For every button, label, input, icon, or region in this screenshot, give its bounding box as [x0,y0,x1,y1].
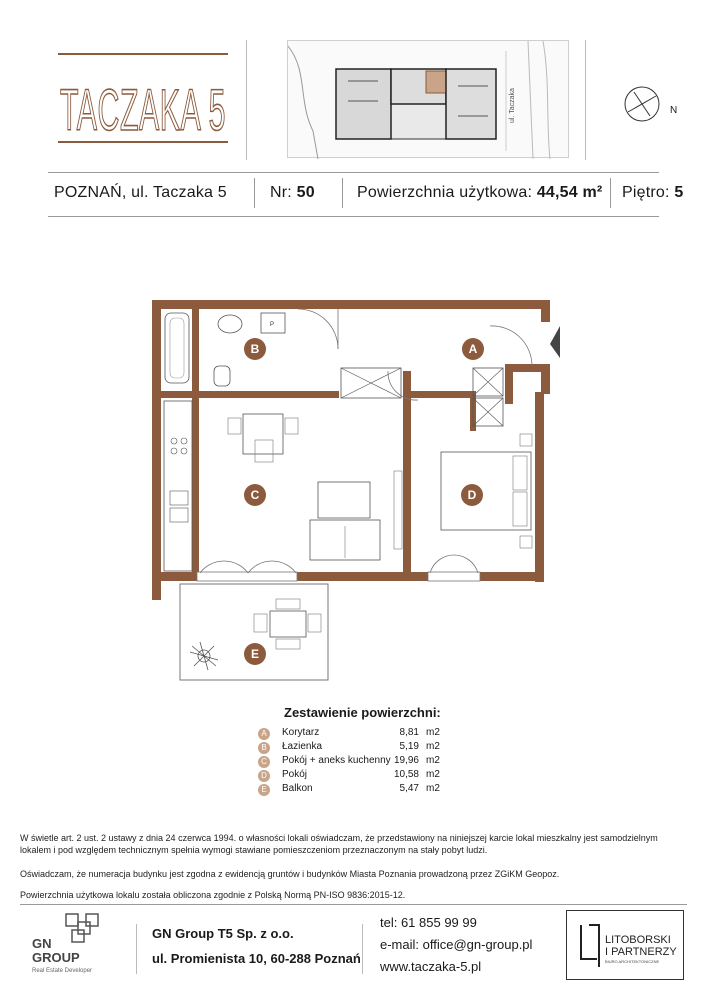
summary-room-area: 8,81 [399,727,419,738]
footer-separator [362,924,363,974]
architect-tag: BIURO ARCHITEKTONICZNE [605,959,660,964]
gn-logo-text-2: GROUP [32,950,80,965]
unit-number [270,184,315,202]
logo-text: TACZAKA 5 [60,78,226,143]
summary-row [258,741,458,755]
svg-text:P: P [270,322,275,328]
usable-area [357,184,602,202]
summary-room-area: 5,47 [399,783,419,794]
summary-room-unit: m2 [426,783,440,794]
contact-email[interactable]: e-mail: office@gn-group.pl [380,937,533,952]
logo-graphic [58,52,228,144]
gn-logo-mark [30,912,130,976]
summary-room-unit: m2 [426,755,440,766]
summary-room-area: 19,96 [393,755,419,766]
header-divider [246,40,247,160]
unit-number-value: 50 [296,184,315,201]
summary-room-unit: m2 [426,741,440,752]
summary-badge: D [258,770,270,782]
summary-room-unit: m2 [426,769,440,780]
floor-value: 5 [674,184,684,201]
compass-icon [622,84,662,124]
info-separator [610,178,611,208]
summary-room-name: Pokój [282,769,308,780]
room-badge-d: D [461,484,483,506]
summary-room-name: Korytarz [282,727,320,738]
floor-label: Piętro: [622,184,670,201]
gn-logo-tag: Real Estate Developer [32,968,93,974]
architect-logo-mark [567,911,685,981]
room-badge-b: B [244,338,266,360]
legal-area-norm: Powierzchnia użytkowa lokalu została obliczona zgodnie z Polską Normą PN-ISO 9836:2015-12. [20,890,406,900]
summary-room-unit: m2 [426,727,440,738]
summary-room-area: 10,58 [393,769,419,780]
contact-phone[interactable]: tel: 61 855 99 99 [380,915,477,930]
address-text: POZNAŃ, ul. Taczaka 5 [54,184,227,201]
north-label: N [670,105,678,116]
info-top-rule [48,172,659,173]
room-badge-c: C [244,484,266,506]
legal-statement: W świetle art. 2 ust. 2 ustawy z dnia 24 czerwca 1994. o własności lokali oświadczam, że przedstawiony na niniejszej karcie lokal mieszkalny jest samodzielnym lokalem i pod względem technicznym spełnia wymogi stawiane pomieszczeniom przeznaczonym na stały pobyt ludzi. [20,833,658,855]
summary-row [258,783,458,797]
summary-room-area: 5,19 [399,741,419,752]
unit-number-label: Nr: [270,184,292,201]
summary-room-name: Łazienka [282,741,323,752]
usable-area-label: Powierzchnia użytkowa: [357,184,533,201]
floor-number [622,184,683,202]
architect-logo [566,910,684,980]
legal-numbering: Oświadczam, że numeracja budynku jest zgodna z ewidencją gruntów i budynków Miasta Poznania prowadzoną przez ZGiKM Geopoz. [20,869,560,879]
summary-badge: B [258,742,270,754]
summary-title: Zestawienie powierzchni: [284,705,441,720]
summary-badge: E [258,784,270,796]
floor-plan [148,296,554,686]
summary-room-name: Balkon [282,783,313,794]
footer-separator [136,924,137,974]
summary-row [258,769,458,783]
gn-logo-text-1: GN [32,936,52,951]
company-address: ul. Promienista 10, 60-288 Poznań [152,951,361,966]
info-bottom-rule [48,216,659,217]
architect-name-1: LITOBORSKI [605,934,671,946]
room-badge-e: E [244,643,266,665]
summary-row [258,727,458,741]
site-plan [287,40,569,158]
footer-rule [20,904,687,905]
north-arrow [622,84,662,124]
info-separator [342,178,343,208]
company-name: GN Group T5 Sp. z o.o. [152,926,294,941]
header-divider-right [585,40,586,160]
website-link[interactable]: www.taczaka-5.pl [380,959,482,974]
summary-row [258,755,458,769]
room-badge-a: A [462,338,484,360]
summary-badge: A [258,728,270,740]
gn-group-logo [30,912,130,976]
usable-area-value: 44,54 m² [536,184,603,201]
taczaka-logo [58,52,228,144]
architect-name-2: I PARTNERZY [605,946,677,958]
summary-badge: C [258,756,270,768]
site-plan-drawing [288,41,570,159]
floor-plan-drawing [148,296,554,686]
street-label: ul. Taczaka [509,88,516,123]
info-separator [254,178,255,208]
summary-room-name: Pokój + aneks kuchenny [282,755,391,766]
